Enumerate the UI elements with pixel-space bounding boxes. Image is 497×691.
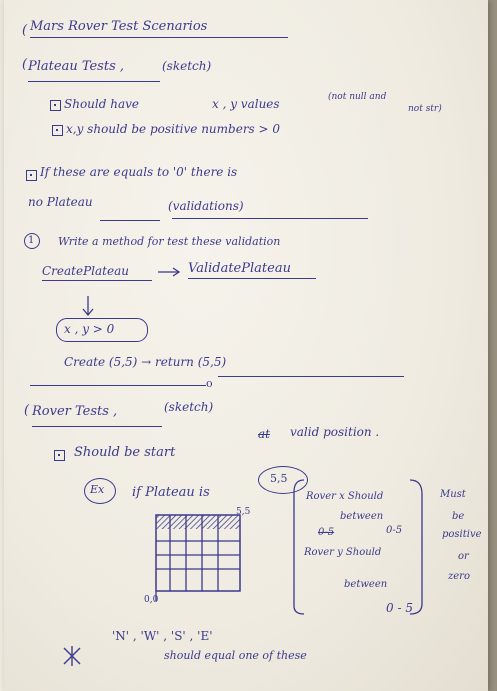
- checkbox-icon: [50, 100, 61, 111]
- x-rule-line-1: Rover x Should: [306, 491, 384, 502]
- must-text-3: positive: [442, 529, 482, 540]
- x-rule-strike: 0-5: [318, 527, 335, 538]
- checkbox-icon: [52, 125, 63, 136]
- create-plateau-label: CreatePlateau: [42, 265, 152, 281]
- y-rule-line-2: between: [344, 579, 388, 590]
- example-label: Ex: [90, 483, 105, 496]
- divider-line: [100, 220, 160, 221]
- checkbox-icon: [26, 170, 37, 181]
- plateau-size: 5,5: [270, 472, 288, 485]
- plateau-item-3-line-1: If these are equals to '0' there is: [40, 165, 238, 179]
- page-title: Mars Rover Test Scenarios: [30, 20, 288, 38]
- rover-item-1: Should be start: [74, 445, 176, 460]
- plateau-item-3-line-2: no Plateau: [28, 195, 93, 209]
- divider-mark: o: [206, 377, 213, 390]
- y-rule-line-1: Rover y Should: [304, 547, 382, 558]
- plateau-tests-heading: Plateau Tests ,: [28, 60, 160, 82]
- plateau-item-1-values: x , y values: [212, 97, 280, 111]
- must-text-1: Must: [440, 489, 466, 500]
- step-number: 1: [28, 235, 35, 246]
- validate-plateau-label: ValidatePlateau: [188, 262, 316, 279]
- step-1-text: Write a method for test these validation: [58, 235, 281, 248]
- grid-corner-top: 5,5: [236, 507, 251, 517]
- title-bracket: (: [22, 23, 28, 38]
- x-rule-line-2: between: [340, 511, 384, 522]
- divider-line: [172, 218, 368, 219]
- divider-line: [30, 385, 206, 386]
- x-rule-range: 0-5: [386, 525, 403, 536]
- directions-list: 'N' , 'W' , 'S' , 'E': [112, 629, 213, 643]
- rover-bracket: (: [24, 403, 30, 418]
- y-rule-range: 0 - 5: [386, 601, 413, 615]
- rover-tests-heading: Rover Tests ,: [32, 405, 162, 427]
- if-plateau-text: if Plateau is: [132, 485, 210, 500]
- plateau-item-1-note-a: (not null and: [328, 92, 387, 102]
- must-text-5: zero: [448, 571, 470, 582]
- plateau-sketch-label: (sketch): [162, 59, 212, 73]
- condition-text: x , y > 0: [64, 322, 115, 336]
- rover-item-1-strike: at: [258, 427, 270, 441]
- rover-sketch-label: (sketch): [164, 400, 214, 414]
- plateau-grid-sketch: [146, 505, 256, 605]
- must-text-2: be: [452, 511, 465, 522]
- plateau-item-2: x,y should be positive numbers > 0: [66, 122, 281, 136]
- checkbox-icon: [54, 450, 65, 461]
- plateau-bracket: (: [22, 57, 28, 72]
- create-example: Create (5,5) → return (5,5): [64, 355, 227, 369]
- grid-corner-bottom: 0,0: [144, 595, 159, 605]
- rover-item-1-end: valid position .: [290, 425, 380, 439]
- star-bullet-icon: [62, 646, 82, 666]
- arrow-down-icon: [80, 296, 96, 318]
- plateau-item-3-validations: (validations): [168, 199, 244, 213]
- divider-line: [218, 376, 404, 377]
- plateau-item-1-note-b: not str): [408, 104, 442, 114]
- directions-note: should equal one of these: [164, 649, 307, 662]
- plateau-item-1: Should have: [64, 97, 139, 111]
- arrow-right-icon: [158, 267, 182, 277]
- must-text-4: or: [458, 551, 469, 562]
